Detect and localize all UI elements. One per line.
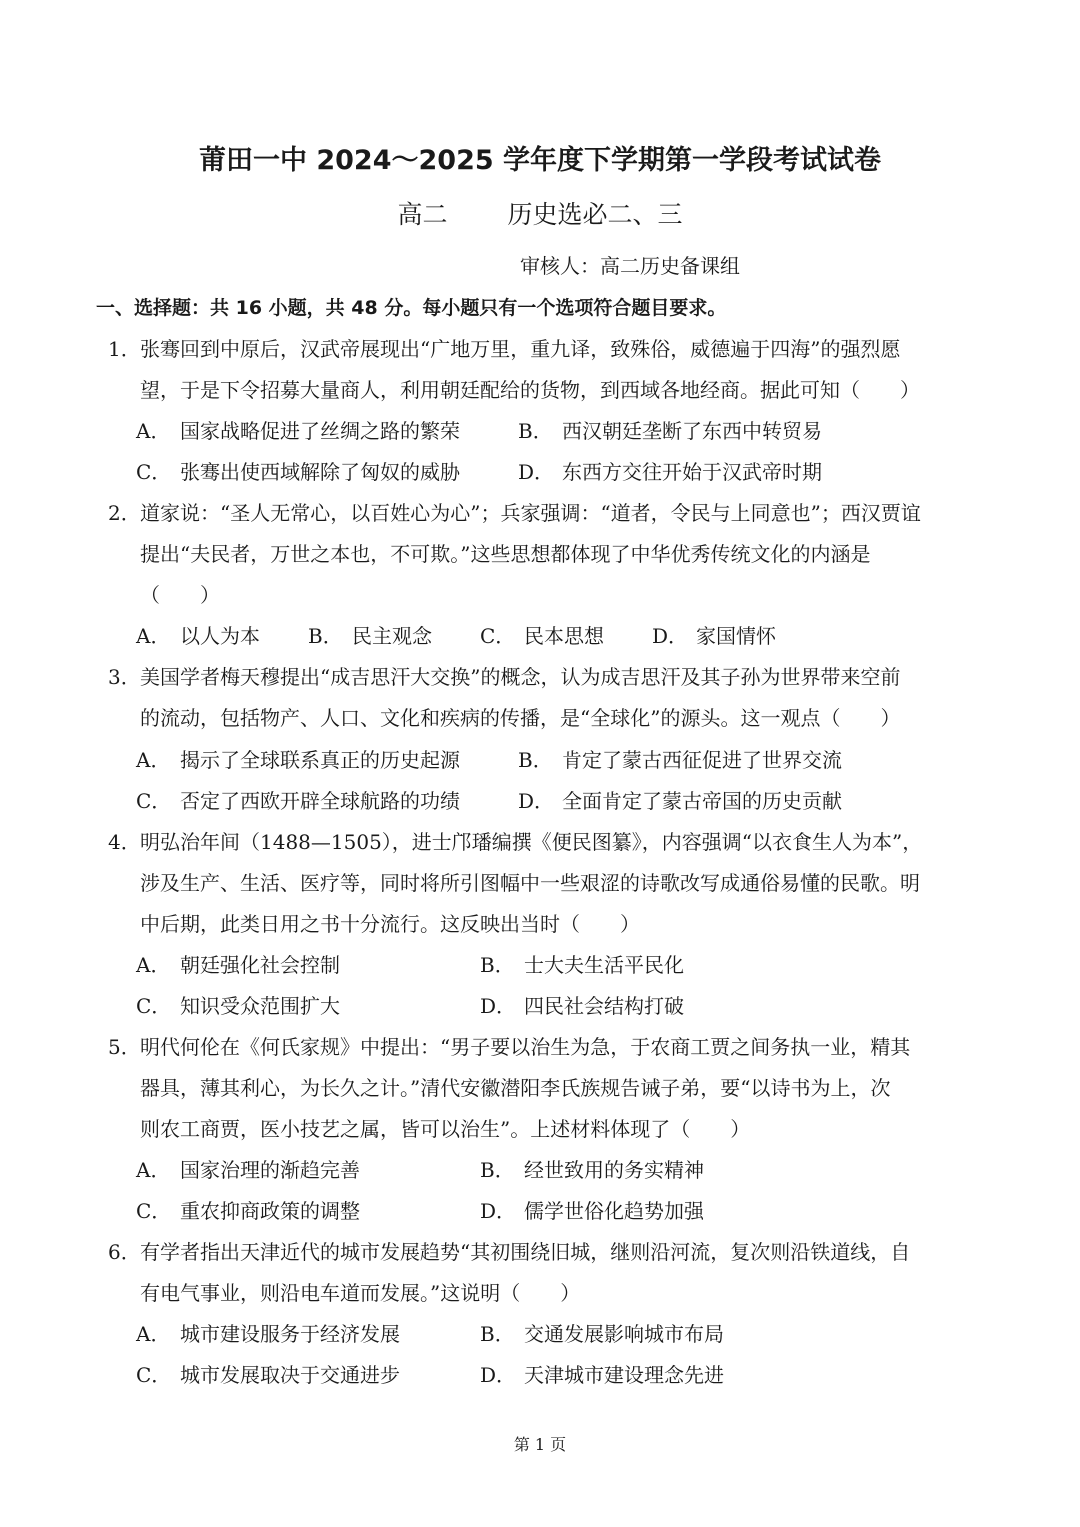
question-text: 有学者指出天津近代的城市发展趋势“其初围绕旧城，继则沿河流，复次则沿铁道线，自 xyxy=(140,1240,911,1264)
option-text: 四民社会结构打破 xyxy=(524,994,684,1018)
option-text: 张骞出使西域解除了匈奴的威胁 xyxy=(180,460,460,484)
option-key: B． xyxy=(480,953,515,977)
option-key: B． xyxy=(480,1322,515,1346)
question-number: 1． xyxy=(108,337,141,361)
option-text: 经世致用的务实精神 xyxy=(524,1158,704,1182)
option-d[interactable] xyxy=(652,621,776,651)
question-line: 望，于是下令招募大量商人，利用朝廷配给的货物，到西域各地经商。据此可知（ ） xyxy=(140,378,920,402)
option-d[interactable] xyxy=(480,1360,724,1390)
question-number: 5． xyxy=(108,1035,141,1059)
option-a[interactable] xyxy=(136,745,460,775)
question-line xyxy=(108,1237,985,1267)
option-key: A． xyxy=(136,748,171,772)
option-key: B． xyxy=(308,624,343,648)
option-key: B． xyxy=(480,1158,515,1182)
page-number: 第 1 页 xyxy=(513,1435,567,1454)
option-text: 否定了西欧开辟全球航路的功绩 xyxy=(180,789,460,813)
option-text: 东西方交往开始于汉武帝时期 xyxy=(562,460,822,484)
question-number: 3． xyxy=(108,665,141,689)
question-line: （ ） xyxy=(140,583,220,607)
option-text: 重农抑商政策的调整 xyxy=(180,1199,360,1223)
option-d[interactable] xyxy=(518,457,822,487)
option-c[interactable] xyxy=(136,786,460,816)
option-key: A． xyxy=(136,1322,171,1346)
option-key: D． xyxy=(480,1199,517,1223)
question-line xyxy=(108,827,985,857)
option-d[interactable] xyxy=(480,1196,704,1226)
option-text: 民主观念 xyxy=(352,624,432,648)
question-line xyxy=(108,662,985,692)
question-number: 2． xyxy=(108,501,141,525)
option-c[interactable] xyxy=(136,457,460,487)
grade-label: 高二 xyxy=(397,200,448,229)
question-line: 涉及生产、生活、医疗等，同时将所引图幅中一些艰涩的诗歌改写成通俗易懂的民歌。明 xyxy=(140,871,920,895)
option-b[interactable] xyxy=(308,621,432,651)
option-a[interactable] xyxy=(136,950,340,980)
option-key: C． xyxy=(136,1199,172,1223)
option-b[interactable] xyxy=(480,950,684,980)
question-number: 4． xyxy=(108,830,141,854)
option-key: B． xyxy=(518,748,553,772)
option-key: C． xyxy=(136,460,172,484)
option-d[interactable] xyxy=(480,991,684,1021)
question-text: 张骞回到中原后，汉武帝展现出“广地万里，重九译，致殊俗，威德遍于四海”的强烈愿 xyxy=(140,337,901,361)
option-text: 西汉朝廷垄断了东西中转贸易 xyxy=(562,419,822,443)
subject-label: 历史选必二、三 xyxy=(507,200,683,229)
option-b[interactable] xyxy=(480,1319,724,1349)
option-text: 揭示了全球联系真正的历史起源 xyxy=(180,748,460,772)
option-text: 国家战略促进了丝绸之路的繁荣 xyxy=(180,419,460,443)
question-line: 的流动，包括物产、人口、文化和疾病的传播，是“全球化”的源头。这一观点（ ） xyxy=(140,706,901,730)
option-key: D． xyxy=(652,624,689,648)
option-a[interactable] xyxy=(136,416,460,446)
question-line: 有电气事业，则沿电车道而发展。”这说明（ ） xyxy=(140,1281,581,1305)
exam-subtitle xyxy=(0,195,1080,231)
section-heading: 一、选择题：共 16 小题，共 48 分。每小题只有一个选项符合题目要求。 xyxy=(96,297,727,319)
question-line: 器具，薄其利心，为长久之计。”清代安徽潜阳李氏族规告诫子弟，要“以诗书为上，次 xyxy=(140,1076,891,1100)
option-key: D． xyxy=(518,460,555,484)
option-text: 知识受众范围扩大 xyxy=(180,994,340,1018)
option-b[interactable] xyxy=(518,745,842,775)
option-a[interactable] xyxy=(136,1319,400,1349)
option-c[interactable] xyxy=(136,1360,400,1390)
question-line xyxy=(108,1032,985,1062)
option-text: 城市发展取决于交通进步 xyxy=(180,1363,400,1387)
option-text: 民本思想 xyxy=(524,624,604,648)
question-line xyxy=(108,498,985,528)
option-a[interactable] xyxy=(136,621,260,651)
question-line xyxy=(108,334,985,364)
option-text: 士大夫生活平民化 xyxy=(524,953,684,977)
reviewer-label: 审核人：高二历史备课组 xyxy=(520,254,740,278)
option-text: 肯定了蒙古西征促进了世界交流 xyxy=(562,748,842,772)
option-key: A． xyxy=(136,624,171,648)
option-text: 国家治理的渐趋完善 xyxy=(180,1158,360,1182)
option-c[interactable] xyxy=(136,991,340,1021)
option-a[interactable] xyxy=(136,1155,360,1185)
option-key: A． xyxy=(136,419,171,443)
option-c[interactable] xyxy=(480,621,604,651)
option-b[interactable] xyxy=(518,416,822,446)
option-key: A． xyxy=(136,953,171,977)
option-key: C． xyxy=(480,624,516,648)
option-key: C． xyxy=(136,994,172,1018)
question-text: 美国学者梅天穆提出“成吉思汗大交换”的概念，认为成吉思汗及其子孙为世界带来空前 xyxy=(140,665,901,689)
option-key: D． xyxy=(480,994,517,1018)
option-c[interactable] xyxy=(136,1196,360,1226)
option-key: C． xyxy=(136,1363,172,1387)
option-key: C． xyxy=(136,789,172,813)
option-text: 城市建设服务于经济发展 xyxy=(180,1322,400,1346)
question-text: 明代何伦在《何氏家规》中提出：“男子要以治生为急，于农商工贾之间务执一业，精其 xyxy=(140,1035,911,1059)
option-text: 儒学世俗化趋势加强 xyxy=(524,1199,704,1223)
option-text: 交通发展影响城市布局 xyxy=(524,1322,724,1346)
option-key: D． xyxy=(518,789,555,813)
question-text: 明弘治年间（1488—1505），进士邝璠编撰《便民图纂》，内容强调“以衣食生人为本”， xyxy=(140,830,923,854)
option-text: 全面肯定了蒙古帝国的历史贡献 xyxy=(562,789,842,813)
option-d[interactable] xyxy=(518,786,842,816)
option-text: 朝廷强化社会控制 xyxy=(180,953,340,977)
option-text: 天津城市建设理念先进 xyxy=(524,1363,724,1387)
option-key: B． xyxy=(518,419,553,443)
question-line: 提出“夫民者，万世之本也，不可欺。”这些思想都体现了中华优秀传统文化的内涵是 xyxy=(140,542,871,566)
option-b[interactable] xyxy=(480,1155,704,1185)
option-text: 以人为本 xyxy=(180,624,260,648)
option-key: A． xyxy=(136,1158,171,1182)
question-text: 道家说：“圣人无常心，以百姓心为心”；兵家强调：“道者，令民与上同意也”；西汉贾谊 xyxy=(140,501,921,525)
option-text: 家国情怀 xyxy=(696,624,776,648)
question-number: 6． xyxy=(108,1240,141,1264)
option-key: D． xyxy=(480,1363,517,1387)
question-line: 则农工商贾，医小技艺之属，皆可以治生”。上述材料体现了（ ） xyxy=(140,1117,751,1141)
question-line: 中后期，此类日用之书十分流行。这反映出当时（ ） xyxy=(140,912,640,936)
exam-title: 莆田一中 2024～2025 学年度下学期第一学段考试试卷 xyxy=(198,145,882,176)
